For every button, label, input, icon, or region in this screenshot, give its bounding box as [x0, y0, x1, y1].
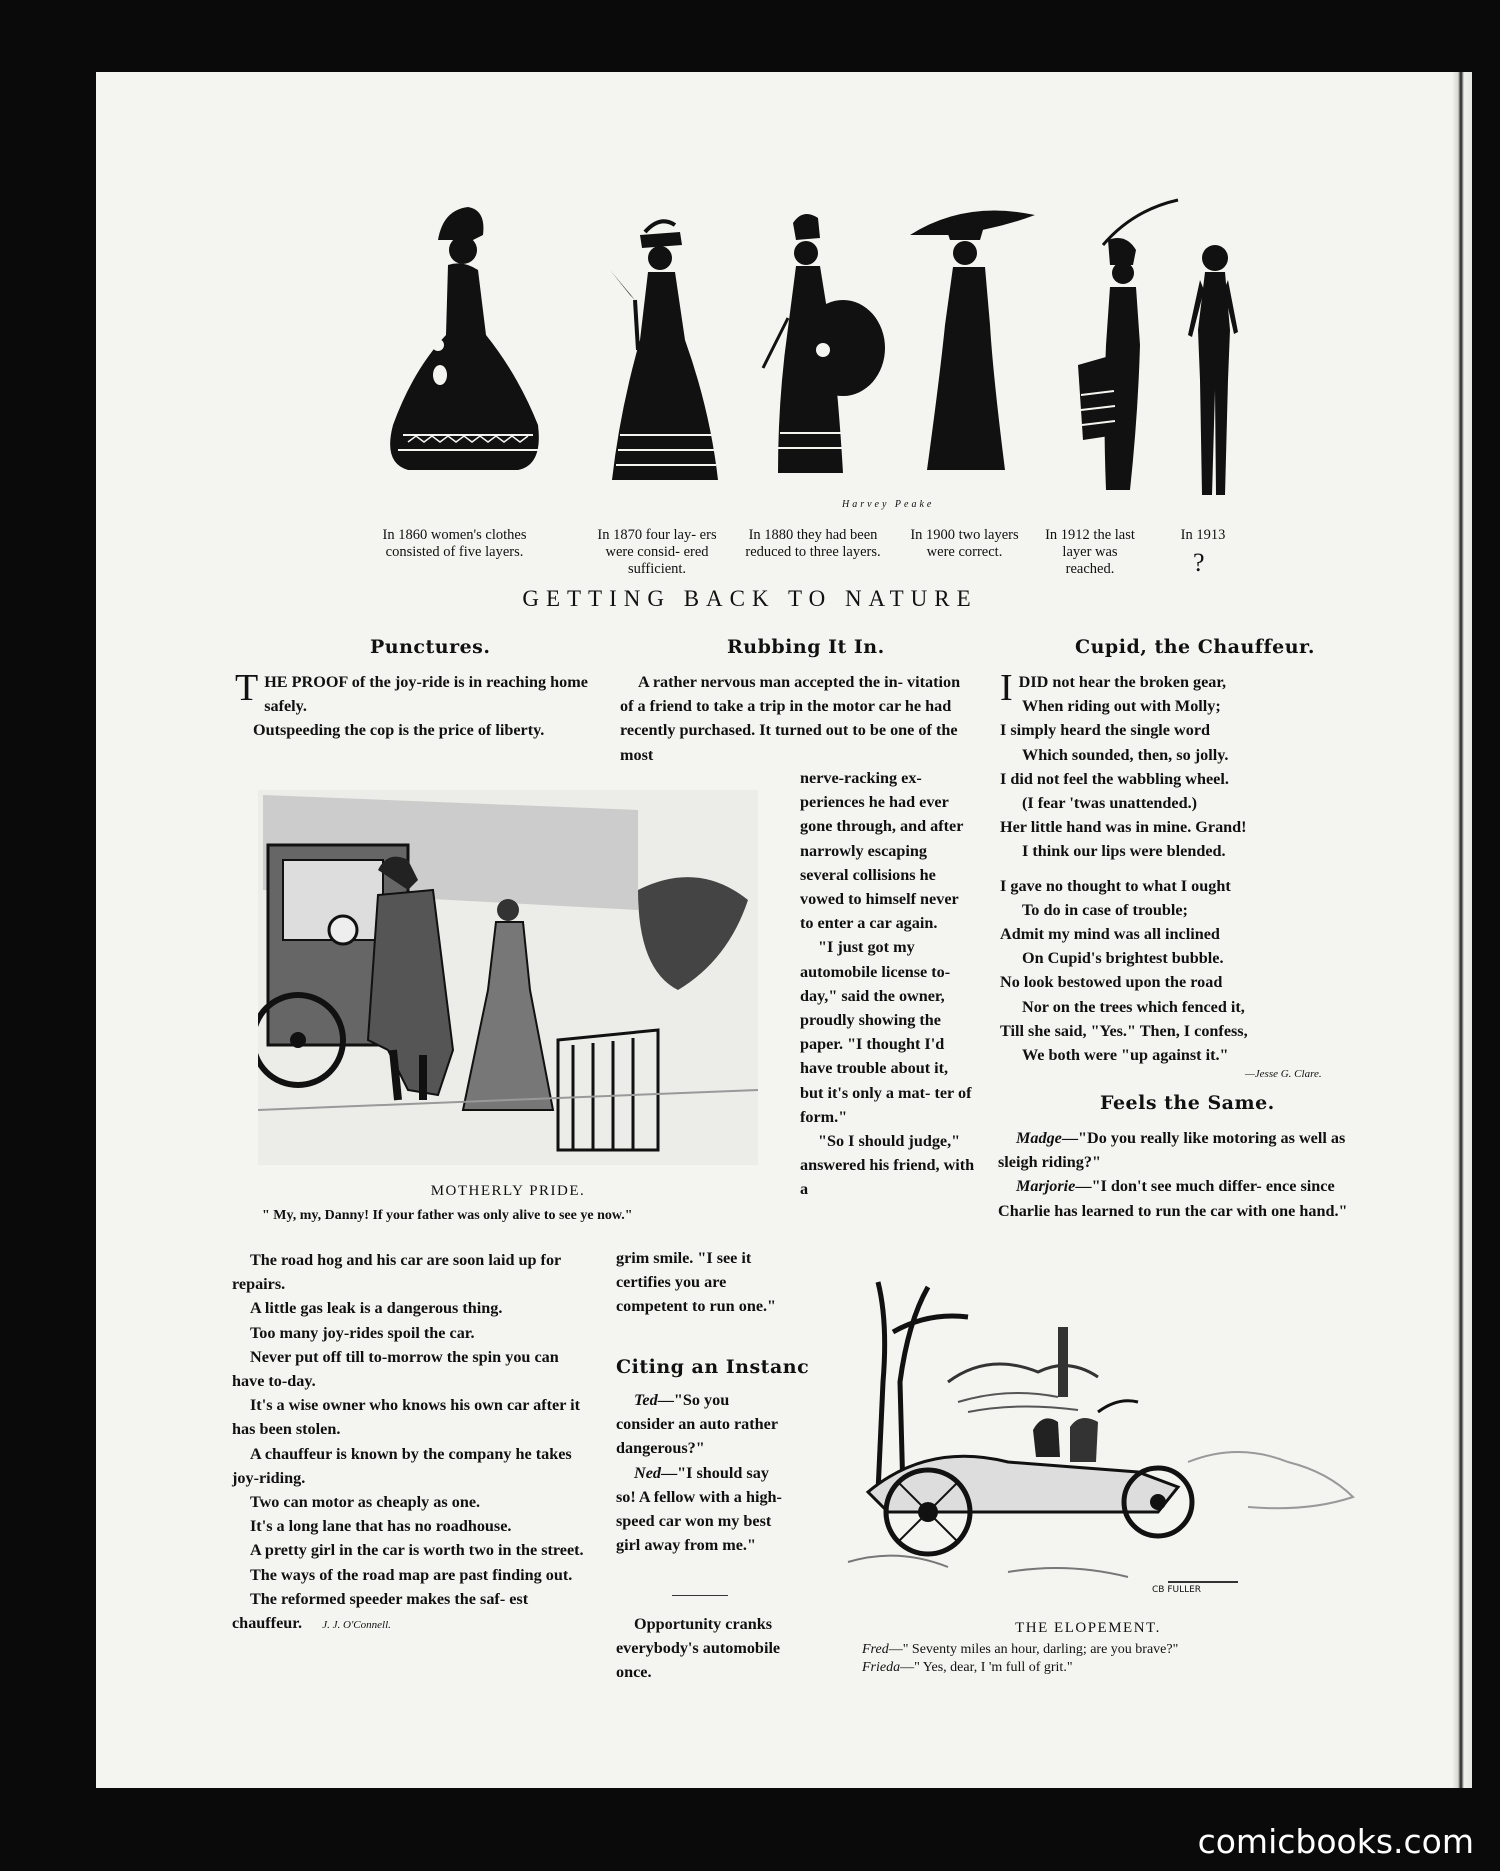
- motherly-pride-title: MOTHERLY PRIDE.: [430, 1183, 586, 1199]
- motherly-pride-caption: " My, my, Danny! If your father was only alive to see ye now.": [262, 1208, 633, 1223]
- punctures-p2: Outspeeding the cop is the price of liberty.: [253, 721, 545, 740]
- fred-text: —" Seventy miles an hour, darling; are you brave?": [888, 1642, 1179, 1657]
- saying: The reformed speeder makes the saf- est chauffeur.: [232, 1589, 529, 1633]
- book-spine: [1452, 72, 1472, 1788]
- saying: A chauffeur is known by the company he takes joy-riding.: [232, 1444, 572, 1487]
- sayings-signature: J. J. O'Connell.: [322, 1619, 391, 1632]
- saying: A pretty girl in the car is worth two in the street.: [250, 1541, 584, 1560]
- punctures-text: [235, 667, 595, 743]
- silhouette-1860: [368, 195, 568, 485]
- rubbing-cont: [616, 1246, 790, 1319]
- question-mark: ?: [1193, 548, 1205, 577]
- marjorie-text: —"I don't see much differ- ence since Charlie has learned to run the car with one hand.": [998, 1177, 1348, 1220]
- frieda-text: —" Yes, dear, I 'm full of grit.": [900, 1660, 1073, 1675]
- elopement-title: THE ELOPEMENT.: [1015, 1620, 1161, 1636]
- caption-1860: In 1860 women's clothes consisted of five layers.: [382, 527, 527, 560]
- artist-signature: Harvey Peake: [842, 499, 935, 510]
- poem-line: Her little hand was in mine. Grand!: [1000, 818, 1247, 837]
- caption-1913: In 1913: [1180, 527, 1226, 543]
- rubbing-wide: [620, 670, 976, 767]
- silhouette-1900: [905, 195, 1040, 495]
- saying: Two can motor as cheaply as one.: [250, 1493, 481, 1512]
- punctures-dropcap: T: [235, 667, 259, 709]
- madge-name: Madge: [1016, 1129, 1062, 1147]
- motherly-pride-illustration: [258, 790, 758, 1165]
- saying: Too many joy-rides spoil the car.: [250, 1323, 475, 1342]
- elopement-illustration: [808, 1262, 1368, 1602]
- caption-1880: In 1880 they had been reduced to three layers.: [745, 527, 881, 560]
- poem-line: I simply heard the single word: [1000, 721, 1211, 740]
- marjorie-name: Marjorie: [1016, 1177, 1076, 1196]
- rubbing-text-2: "I just got my automobile license to-day," said the owner, proudly showing the paper. "I thought I'd have trouble about it, but it's only a mat- ter of form.": [800, 938, 972, 1126]
- poem-line: No look bestowed upon the road: [1000, 973, 1223, 992]
- fred-name: Fred: [862, 1642, 889, 1657]
- silhouette-1880: [748, 208, 893, 493]
- elopement-frieda: [862, 1660, 1073, 1676]
- poem-line: (I fear 'twas unattended.): [1022, 794, 1198, 813]
- elopement-artist: CB FULLER: [1152, 1585, 1202, 1595]
- silhouette-1913: [1180, 240, 1250, 505]
- citing-column: [616, 1388, 790, 1557]
- saying: It's a long lane that has no roadhouse.: [250, 1517, 512, 1536]
- poem-line: On Cupid's brightest bubble.: [1022, 949, 1224, 968]
- poem-line: DID not hear the broken gear,: [1018, 673, 1227, 691]
- caption-1900: In 1900 two layers were correct.: [910, 527, 1019, 560]
- saying: Never put off till to-morrow the spin you can have to-day.: [232, 1347, 559, 1391]
- silhouette-1912: [1048, 195, 1183, 505]
- cupid-signature: —Jesse G. Clare.: [1245, 1068, 1322, 1081]
- poem-line: Till she said, "Yes." Then, I confess,: [1000, 1021, 1248, 1040]
- saying: A little gas leak is a dangerous thing.: [250, 1299, 503, 1318]
- rubbing-text-cont: grim smile. "I see it certifies you are competent to run one.": [616, 1249, 777, 1316]
- saying: The road hog and his car are soon laid up for repairs.: [232, 1251, 561, 1294]
- poem-line: Which sounded, then, so jolly.: [1022, 745, 1229, 764]
- poem-line: Admit my mind was all inclined: [1000, 925, 1220, 944]
- divider-rule: [672, 1595, 728, 1596]
- watermark: comicbooks.com: [1197, 1822, 1474, 1861]
- madge-text: —"Do you really like motoring as well as sleigh riding?": [998, 1129, 1346, 1172]
- ted-text: —"So you consider an auto rather dangerous?": [616, 1391, 778, 1458]
- cupid-title: Cupid, the Chauffeur.: [1075, 636, 1315, 658]
- caption-1870: In 1870 four lay- ers were consid- ered sufficient.: [597, 527, 717, 577]
- poem-line: I think our lips were blended.: [1022, 842, 1226, 861]
- headline: GETTING BACK TO NATURE: [522, 586, 978, 611]
- silhouette-1870: [590, 210, 740, 495]
- punctures-title: Punctures.: [370, 636, 491, 658]
- cupid-poem: [1000, 667, 1360, 1081]
- opportunity-text: [616, 1612, 790, 1685]
- saying: It's a wise owner who knows his own car after it has been stolen.: [232, 1396, 581, 1439]
- poem-line: I gave no thought to what I ought: [1000, 876, 1231, 895]
- punctures-p1: HE PROOF of the joy-ride is in reaching home safely.: [264, 673, 588, 716]
- sayings-column: [232, 1248, 590, 1637]
- ned-text: —"I should say so! A fellow with a high-speed car won my best girl away from me.": [616, 1463, 782, 1555]
- ted-name: Ted: [634, 1391, 658, 1409]
- saying: The ways of the road map are past finding out.: [250, 1565, 573, 1584]
- poem-line: We both were "up against it.": [1022, 1046, 1229, 1065]
- feels-column: [998, 1126, 1354, 1223]
- caption-1912: In 1912 the last layer was reached.: [1045, 527, 1135, 577]
- poem-line: To do in case of trouble;: [1022, 900, 1188, 919]
- cupid-dropcap: I: [1000, 667, 1013, 709]
- poem-line: Nor on the trees which fenced it,: [1022, 997, 1245, 1016]
- citing-title: Citing an Instance.: [616, 1356, 829, 1378]
- frieda-name: Frieda: [862, 1660, 901, 1675]
- rubbing-title: Rubbing It In.: [727, 636, 885, 658]
- rubbing-text-wide: A rather nervous man accepted the in- vitation of a friend to take a trip in the motor car he had recently purchased. It turned out to be one of the most: [620, 673, 961, 764]
- feels-title: Feels the Same.: [1100, 1092, 1275, 1114]
- rubbing-text-3: "So I should judge," answered his friend, with a: [800, 1132, 975, 1199]
- elopement-fred: [862, 1642, 1178, 1658]
- poem-line: When riding out with Molly;: [1022, 697, 1221, 716]
- poem-line: I did not feel the wabbling wheel.: [1000, 769, 1229, 788]
- opportunity-line: Opportunity cranks everybody's automobile once.: [616, 1615, 781, 1682]
- rubbing-text-1: nerve-racking ex- periences he had ever gone through, and after narrowly escaping several collisions he vowed to himself never to enter a car again.: [800, 769, 964, 933]
- ned-name: Ned: [634, 1463, 661, 1482]
- rubbing-narrow: [800, 766, 975, 1202]
